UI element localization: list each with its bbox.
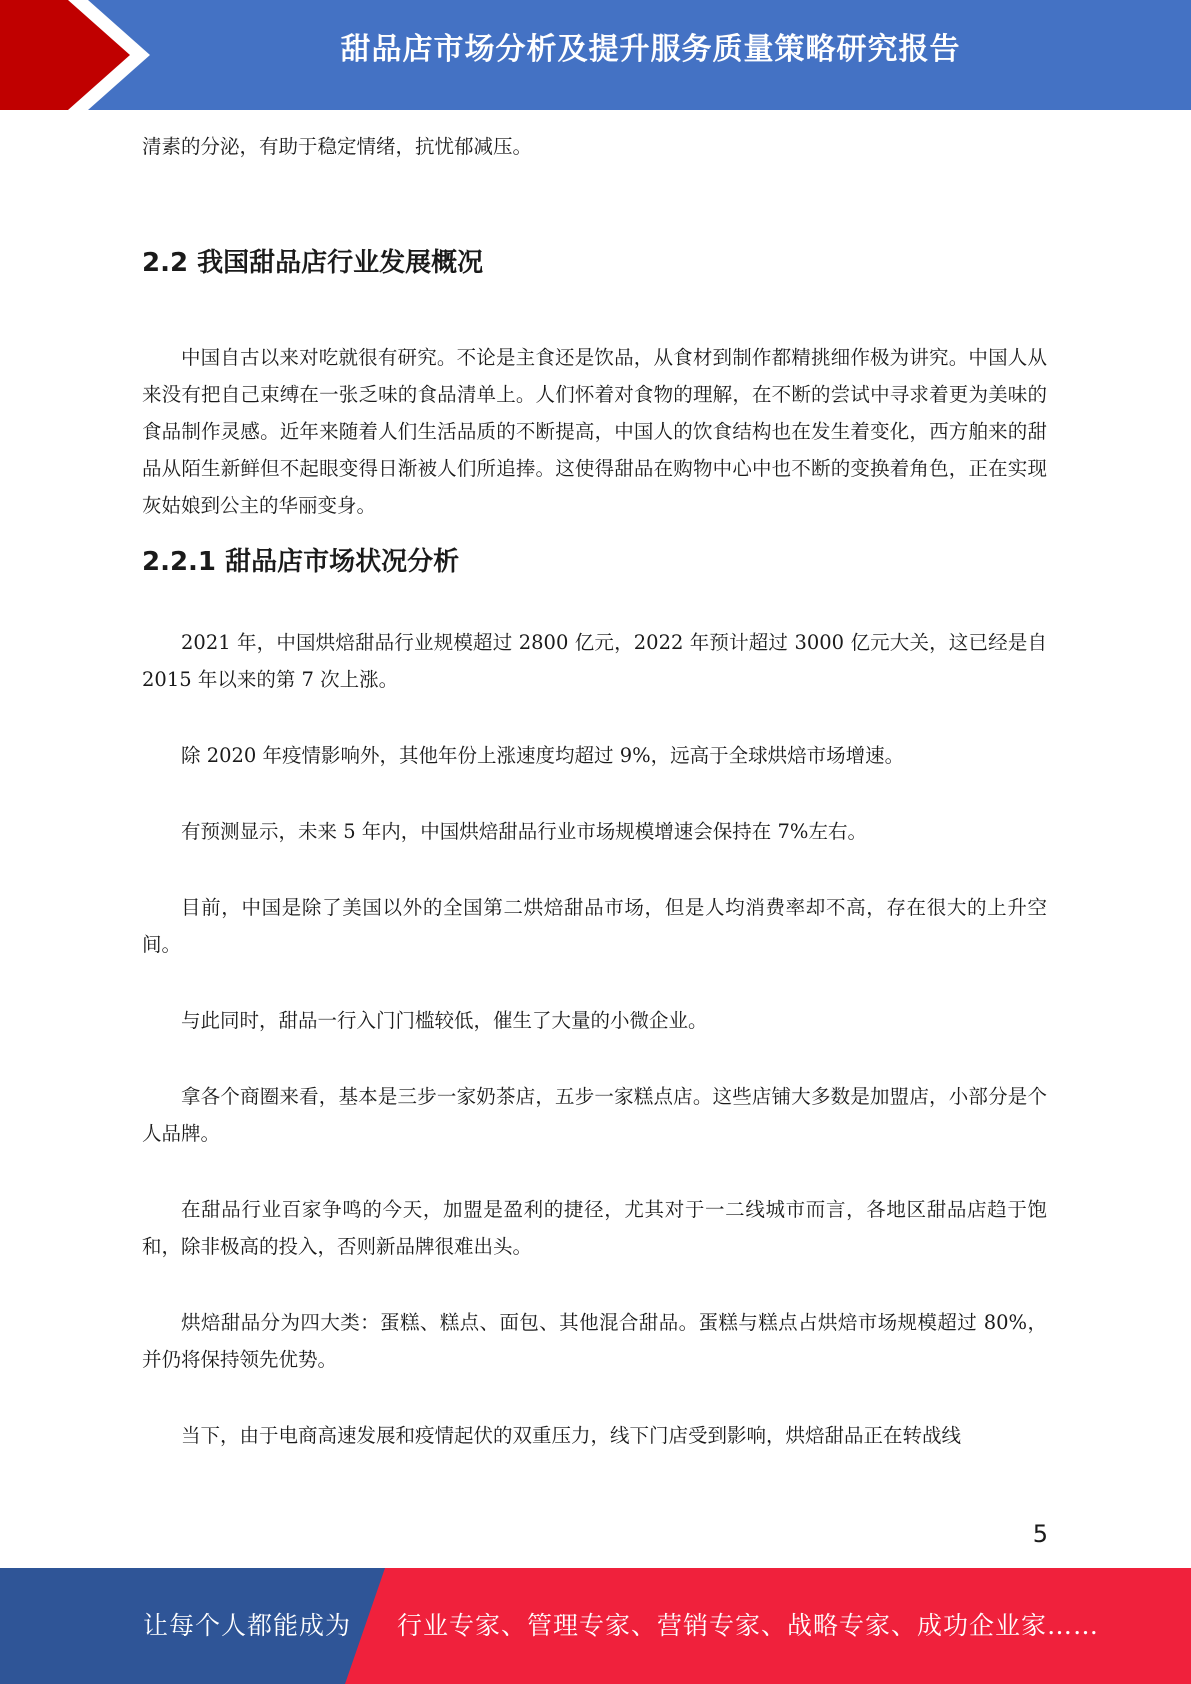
page-footer xyxy=(0,1568,1191,1684)
page-content xyxy=(142,128,1047,1454)
lead-paragraph: 清素的分泌，有助于稳定情绪，抗忧郁减压。 xyxy=(142,135,533,158)
market-paragraph: 烘焙甜品分为四大类：蛋糕、糕点、面包、其他混合甜品。蛋糕与糕点占烘焙市场规模超过 80%，并仍将保持领先优势。 xyxy=(142,1311,1047,1371)
page-header xyxy=(0,0,1191,110)
section-heading-2-2-1: 2.2.1 甜品店市场状况分析 xyxy=(142,547,460,577)
market-paragraph: 在甜品行业百家争鸣的今天，加盟是盈利的捷径，尤其对于一二线城市而言，各地区甜品店趋于饱和，除非极高的投入，否则新品牌很难出头。 xyxy=(142,1198,1047,1258)
market-paragraph: 2021 年，中国烘焙甜品行业规模超过 2800 亿元，2022 年预计超过 3000 亿元大关，这已经是自 2015 年以来的第 7 次上涨。 xyxy=(142,631,1047,691)
page-number: 5 xyxy=(1032,1520,1048,1548)
market-paragraph: 有预测显示，未来 5 年内，中国烘焙甜品行业市场规模增速会保持在 7%左右。 xyxy=(181,820,867,843)
market-paragraph: 当下，由于电商高速发展和疫情起伏的双重压力，线下门店受到影响，烘焙甜品正在转战线 xyxy=(181,1424,962,1447)
header-arrow-decoration xyxy=(0,0,150,110)
market-paragraph: 除 2020 年疫情影响外，其他年份上涨速度均超过 9%，远高于全球烘焙市场增速。 xyxy=(181,744,905,767)
section-heading-2-2: 2.2 我国甜品店行业发展概况 xyxy=(142,248,484,278)
market-paragraph: 拿各个商圈来看，基本是三步一家奶茶店，五步一家糕点店。这些店铺大多数是加盟店，小部分是个人品牌。 xyxy=(142,1085,1047,1145)
footer-slogan-right: 行业专家、管理专家、营销专家、战略专家、成功企业家…… xyxy=(397,1611,1100,1640)
market-paragraph: 目前，中国是除了美国以外的全国第二烘焙甜品市场，但是人均消费率却不高，存在很大的上升空间。 xyxy=(142,896,1047,956)
report-title: 甜品店市场分析及提升服务质量策略研究报告 xyxy=(340,32,961,67)
section-2-2-paragraph: 中国自古以来对吃就很有研究。不论是主食还是饮品，从食材到制作都精挑细作极为讲究。中国人从来没有把自己束缚在一张乏味的食品清单上。人们怀着对食物的理解，在不断的尝试中寻求着更为美味的食品制作灵感。近年来随着人们生活品质的不断提高，中国人的饮食结构也在发生着变化，西方舶来的甜品从陌生新鲜但不起眼变得日渐被人们所追捧。这使得甜品在购物中心中也不断的变换着角色，正在实现灰姑娘到公主的华丽变身。 xyxy=(142,346,1047,517)
header-arrow-red-shape xyxy=(0,0,130,110)
market-paragraph: 与此同时，甜品一行入门门槛较低，催生了大量的小微企业。 xyxy=(181,1009,708,1032)
footer-slogan-left: 让每个人都能成为 xyxy=(143,1611,352,1640)
